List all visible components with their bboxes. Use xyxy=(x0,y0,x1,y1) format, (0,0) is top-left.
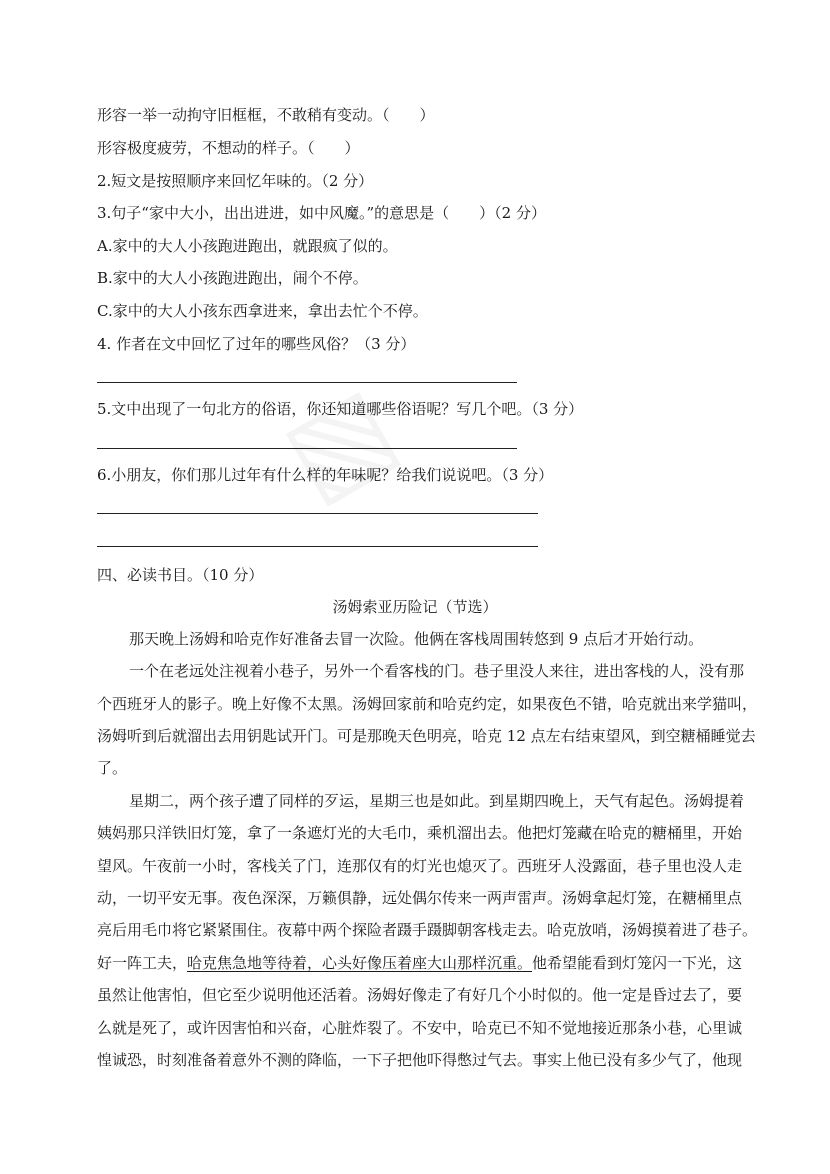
passage-line: 了。 xyxy=(97,759,128,777)
passage-line: 动，一切平安无事。夜色深深，万籁俱静，远处偶尔传来一两声雷声。汤姆拿起灯笼，在糖桶里点 xyxy=(97,889,743,907)
passage-line: 么就是死了，或许因害怕和兴奋，心脏炸裂了。不安中，哈克已不知不觉地接近那条小巷，心里诚 xyxy=(97,1019,743,1037)
question-4: 4. 作者在文中回忆了过年的哪些风俗？（3 分） xyxy=(97,335,416,353)
question-6: 6.小朋友，你们那儿过年有什么样的年味呢？给我们说说吧。（3 分） xyxy=(97,466,554,484)
passage-title: 汤姆索亚历险记（节选） xyxy=(332,598,498,616)
question-3: 3.句子“家中大小，出出进进，如中风魔。”的意思是（ ）（2 分） xyxy=(97,204,546,222)
passage-line: 姨妈那只洋铁旧灯笼，拿了一条遮灯光的大毛巾，乘机溜出去。他把灯笼藏在哈克的糖桶里，开始 xyxy=(97,824,743,842)
answer-line xyxy=(97,448,517,449)
answer-line xyxy=(97,382,517,383)
passage-line: 惶诚恐，时刻准备着意外不测的降临，一下子把他吓得憋过气去。事实上他已没有多少气了，他现 xyxy=(97,1051,743,1069)
definition-2: 形容极度疲劳，不想动的样子。（ ） xyxy=(97,139,360,157)
answer-line xyxy=(97,546,538,547)
passage-line: 那天晚上汤姆和哈克作好准备去冒一次险。他俩在客栈周围转悠到 9 点后才开始行动。 xyxy=(129,630,704,648)
definition-1: 形容一举一动拘守旧框框，不敢稍有变动。（ ） xyxy=(97,106,435,124)
option-a: A.家中的大人小孩跑进跑出，就跟疯了似的。 xyxy=(97,237,398,255)
question-5: 5.文中出现了一句北方的俗语，你还知道哪些俗语呢？写几个吧。（3 分） xyxy=(97,400,584,418)
passage-text: 好一阵工夫， xyxy=(97,954,188,972)
passage-line: 虽然让他害怕，但它至少说明他还活着。汤姆好像走了有好几个小时似的。他一定是昏过去了，要 xyxy=(97,986,743,1004)
option-b: B.家中的大人小孩跑进跑出，闹个不停。 xyxy=(97,269,368,287)
answer-line xyxy=(97,513,538,514)
watermark xyxy=(270,367,434,522)
passage-line: 亮后用毛巾将它紧紧围住。夜幕中两个探险者蹑手蹑脚朝客栈走去。哈克放哨，汤姆摸着进了巷子。 xyxy=(97,921,758,939)
underlined-sentence: 哈克焦急地等待着，心头好像压着座大山那样沉重。 xyxy=(187,954,533,972)
passage-line: 一个在老远处注视着小巷子，另外一个看客栈的门。巷子里没人来往，进出客栈的人，没有那 xyxy=(129,662,745,680)
passage-line: 星期二，两个孩子遭了同样的歹运，星期三也是如此。到星期四晚上，天气有起色。汤姆提着 xyxy=(129,792,745,810)
question-2: 2.短文是按照顺序来回忆年味的。（2 分） xyxy=(97,172,374,190)
passage-line xyxy=(97,953,743,973)
passage-line: 望风。午夜前一小时，客栈关了门，连那仅有的灯光也熄灭了。西班牙人没露面，巷子里也没人走 xyxy=(97,857,743,875)
passage-line: 个西班牙人的影子。晚上好像不太黑。汤姆回家前和哈克约定，如果夜色不错，哈克就出来学猫叫， xyxy=(97,695,758,713)
option-c: C.家中的大人小孩东西拿进来，拿出去忙个不停。 xyxy=(97,302,428,320)
passage-text: 他希望能看到灯笼闪一下光，这 xyxy=(532,954,743,972)
passage-line: 汤姆听到后就溜出去用钥匙试开门。可是那晚天色明亮，哈克 12 点左右结束望风，到空糖桶睡觉去 xyxy=(97,727,756,745)
section-heading: 四、必读书目。（10 分） xyxy=(97,566,264,584)
